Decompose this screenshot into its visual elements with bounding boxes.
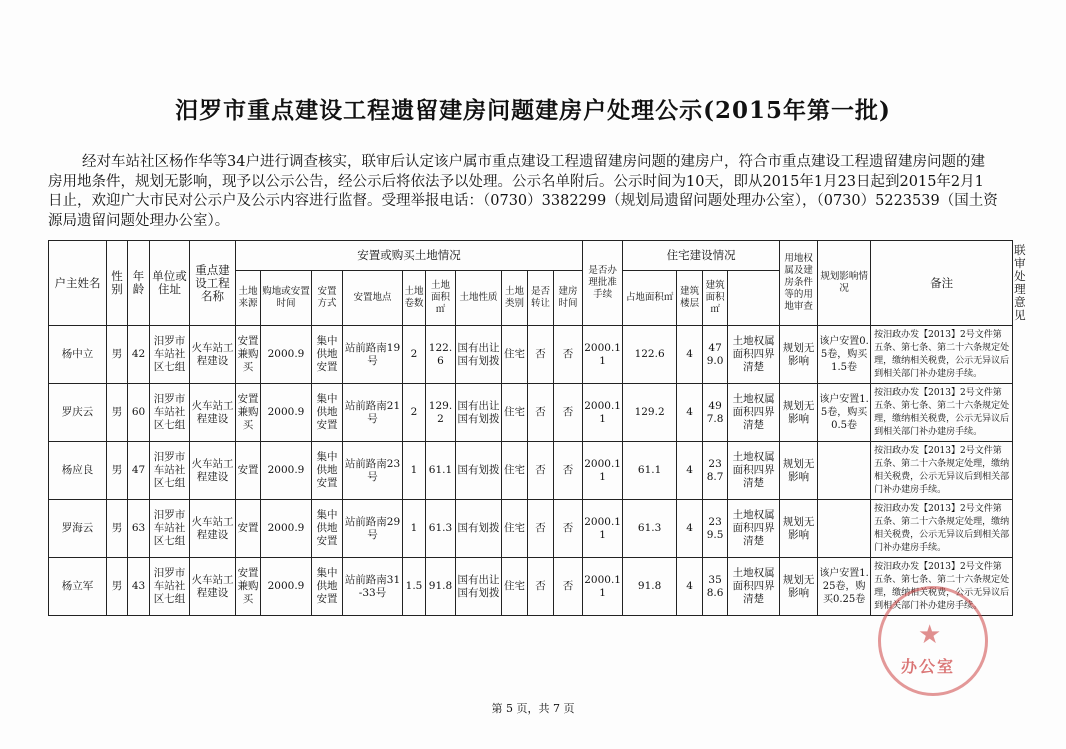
cell-planning: 规划无影响 [780,384,818,442]
cell-gender: 男 [107,326,128,384]
cell-unit: 汨罗市车站社区七组 [150,384,190,442]
cell-resettle-place: 站前路南29号 [343,500,403,558]
header-resettle-method: 安置方式 [312,271,343,326]
cell-gender: 男 [107,500,128,558]
cell-unit: 汨罗市车站社区七组 [150,558,190,616]
cell-land-nature: 国有划拨 [456,500,502,558]
cell-name: 罗庆云 [49,384,107,442]
cell-approval: 否 [554,500,583,558]
header-land-source: 土地来源 [236,271,261,326]
cell-age: 43 [128,558,150,616]
cell-planning: 规划无影响 [780,326,818,384]
cell-gender: 男 [107,384,128,442]
cell-build-area: 358.6 [703,558,728,616]
cell-age: 60 [128,384,150,442]
cell-land-type: 住宅 [502,326,528,384]
cell-land-source: 安置 [236,500,261,558]
cell-land-type: 住宅 [502,442,528,500]
cell-planning: 规划无影响 [780,442,818,500]
table-body [49,326,1013,616]
cell-gender: 男 [107,558,128,616]
cell-resettle-method: 集中供地安置 [312,384,343,442]
cell-buy-time: 2000.9 [261,500,312,558]
header-project: 重点建设工程名称 [190,241,236,326]
cell-floors: 4 [677,384,703,442]
header-gender: 性别 [107,241,128,326]
cell-project: 火车站工程建设 [190,500,236,558]
cell-land-area: 61.3 [426,500,456,558]
cell-transfer: 否 [528,442,554,500]
cell-opinion: 按汨政办发【2013】2号文件第五条、第七条、第二十六条规定处理，缴纳相关税费，公示无异议后到相关部门补办建房手续。 [871,384,1013,442]
table-row [49,442,1013,500]
header-land-type: 土地类别 [502,271,528,326]
cell-buy-time: 2000.9 [261,384,312,442]
cell-planning: 规划无影响 [780,500,818,558]
cell-remark: 该户安置1.25卷，购买0.25卷 [818,558,871,616]
cell-planning: 规划无影响 [780,558,818,616]
cell-opinion: 按汨政办发【2013】2号文件第五条、第二十六条规定处理，缴纳相关税费，公示无异议后到相关部门补办建房手续。 [871,500,1013,558]
cell-project: 火车站工程建设 [190,384,236,442]
cell-land-type: 住宅 [502,500,528,558]
cell-land-source: 安置兼购买 [236,558,261,616]
cell-unit: 汨罗市车站社区七组 [150,326,190,384]
cell-build-area: 497.8 [703,384,728,442]
cell-footprint: 91.8 [623,558,677,616]
header-build-time: 建房时间 [554,271,583,326]
header-approval: 是否办理批准手续 [583,241,623,326]
header-land-count: 土地卷数 [403,271,426,326]
cell-land-review: 土地权属面积四界清楚 [728,558,780,616]
intro-paragraph [48,153,998,231]
header-land-nature: 土地性质 [456,271,502,326]
seal-text: 办公室 [901,657,956,676]
header-planning: 规划影响情况 [818,241,871,326]
cell-build-time: 2000.11 [583,500,623,558]
cell-floors: 4 [677,326,703,384]
cell-buy-time: 2000.9 [261,558,312,616]
page-footer: 第 5 页，共 7 页 [491,702,575,715]
cell-age: 42 [128,326,150,384]
header-land-review: 用地权属及建房条件等的用地审查 [780,241,818,326]
header-transfer: 是否转让 [528,271,554,326]
cell-build-area: 479.0 [703,326,728,384]
household-table: 户主姓名 性别 年龄 单位或住址 重点建设工程名称 安置或购买土地情况 是否办理批准手续 住宅建设情况 用地权属及建房条件等的用地审查 规划影响情况 备注 联审处理意见 土地来源 购地或安置时间 安置方式 安置地点 土地卷数 土地面积㎡ 土地性质 土地类别 是否转让 建房时间 占地面积㎡ 建筑楼层 建筑面积㎡ 杨中立 男 42 汨罗市车站社区七组 火车站工程建设 安置兼购买 2000.9 集中供地安置 站前路南19号 2 122.6 国有出让国有划拨 住宅 否 否 2000.11 122.6 4 479.0 土地权属面积四界清楚 规划无影响 该户安置0.5卷，购买1.5卷 按汨政办发【2013】2号文件第五条、第七条、第二十六条规定处理，缴纳相关税费，公示无异议后到相关部门补办建房手续。 罗庆云 男 60 汨罗市车站社区七组 火车站工程建设 安置兼购买 2000.9 集中供地安置 站前路南21号 2 129.2 国有出让国有划拨 住宅 否 否 2000.11 129.2 4 497.8 土地权属面积四界清楚 规划无影响 该户安置1.5卷，购买0.5卷 按汨政办发【2013】2号文件第五条、第七条、第二十六条规定处理，缴纳相关税费，公示无异议后到相关部门补办建房手续。 杨应良 男 47 汨罗市车站社区七组 火车站工程建设 安置 2000.9 集中供地安置 站前路南23号 1 61.1 国有划拨 住宅 否 否 2000.11 61.1 4 238.7 土地权属面积四界清楚 规划无影响 按汨政办发【2013】2号文件第五条、第二十六条规定处理，缴纳相关税费，公示无异议后到相关部门补办建房手续。 罗海云 男 63 汨罗市车站社区七组 火车站工程建设 安置 2000.9 集中供地安置 站前路南29号 1 61.3 国有划拨 住宅 否 否 2000.11 61.3 4 239.5 土地权属面积四界清楚 规划无影响 按汨政办发【2013】2号文件第五条、第二十六条规定处理，缴纳相关税费，公示无异议后到相关部门补办建房手续。 杨立军 男 43 汨罗市车站社区七组 火车站工程建设 安置兼购买 2000.9 集中供地安置 站前路南31-33号 1.5 91.8 国有出让国有划拨 住宅 否 否 2000.11 91.8 4 358.6 土地权属面积四界清楚 规划无影响 该户安置1.25卷，购买0.25卷 按汨政办发【2013】2号文件第五条、第七条、第二十六条规定处理，缴纳相关税费，公示无异议后到相关部门补办建房手续。 [48,240,1013,616]
cell-name: 杨中立 [49,326,107,384]
cell-name: 罗海云 [49,500,107,558]
cell-floors: 4 [677,500,703,558]
header-name: 户主姓名 [49,241,107,326]
cell-land-count: 2 [403,326,426,384]
cell-resettle-place: 站前路南31-33号 [343,558,403,616]
cell-remark: 该户安置1.5卷，购买0.5卷 [818,384,871,442]
cell-build-area: 239.5 [703,500,728,558]
cell-build-time: 2000.11 [583,558,623,616]
cell-remark [818,500,871,558]
cell-name: 杨应良 [49,442,107,500]
cell-resettle-place: 站前路南23号 [343,442,403,500]
table-row [49,326,1013,384]
header-buy-time: 购地或安置时间 [261,271,312,326]
cell-name: 杨立军 [49,558,107,616]
cell-approval: 否 [554,384,583,442]
cell-land-count: 1.5 [403,558,426,616]
cell-land-count: 2 [403,384,426,442]
cell-footprint: 61.1 [623,442,677,500]
cell-build-time: 2000.11 [583,384,623,442]
header-resettle-place: 安置地点 [343,271,403,326]
cell-floors: 4 [677,442,703,500]
cell-land-nature: 国有划拨 [456,442,502,500]
cell-build-area: 238.7 [703,442,728,500]
cell-opinion: 按汨政办发【2013】2号文件第五条、第七条、第二十六条规定处理，缴纳相关税费，公示无异议后到相关部门补办建房手续。 [871,558,1013,616]
cell-opinion: 按汨政办发【2013】2号文件第五条、第七条、第二十六条规定处理，缴纳相关税费，公示无异议后到相关部门补办建房手续。 [871,326,1013,384]
header-footprint: 占地面积㎡ [623,271,677,326]
cell-footprint: 129.2 [623,384,677,442]
cell-land-count: 1 [403,442,426,500]
seal-star-icon: ★ [918,620,942,650]
cell-transfer: 否 [528,384,554,442]
header-remark: 备注 [871,241,1013,326]
cell-land-area: 122.6 [426,326,456,384]
cell-land-source: 安置兼购买 [236,326,261,384]
cell-resettle-method: 集中供地安置 [312,558,343,616]
cell-land-area: 61.1 [426,442,456,500]
cell-resettle-method: 集中供地安置 [312,442,343,500]
cell-land-nature: 国有出让国有划拨 [456,558,502,616]
cell-land-type: 住宅 [502,558,528,616]
cell-build-time: 2000.11 [583,442,623,500]
header-land-group: 安置或购买土地情况 [236,241,583,271]
cell-unit: 汨罗市车站社区七组 [150,442,190,500]
cell-opinion: 按汨政办发【2013】2号文件第五条、第二十六条规定处理，缴纳相关税费，公示无异议后到相关部门补办建房手续。 [871,442,1013,500]
header-floors: 建筑楼层 [677,271,703,326]
cell-approval: 否 [554,442,583,500]
cell-gender: 男 [107,442,128,500]
cell-remark: 该户安置0.5卷，购买1.5卷 [818,326,871,384]
cell-land-review: 土地权属面积四界清楚 [728,500,780,558]
header-age: 年龄 [128,241,150,326]
intro-text: 经对车站社区杨作华等34户进行调查核实，联审后认定该户属市重点建设工程遗留建房问题的建房户，符合市重点建设工程遗留建房问题的建房用地条件，规划无影响，现予以公示公告，经公示后将依法予以处理。公示名单附后。公示时间为10天，即从2015年1月23日起到2015年2月1日止，欢迎广大市民对公示户及公示内容进行监督。受理举报电话：（0730）3382299（规划局遗留问题处理办公室），（0730）5223539（国土资源局遗留问题处理办公室）。 [48,154,998,229]
cell-resettle-place: 站前路南19号 [343,326,403,384]
cell-buy-time: 2000.9 [261,442,312,500]
cell-resettle-place: 站前路南21号 [343,384,403,442]
cell-footprint: 122.6 [623,326,677,384]
table-row [49,500,1013,558]
cell-land-count: 1 [403,500,426,558]
cell-transfer: 否 [528,326,554,384]
cell-age: 63 [128,500,150,558]
header-land-area: 土地面积㎡ [426,271,456,326]
cell-age: 47 [128,442,150,500]
header-house-group: 住宅建设情况 [623,241,780,271]
cell-remark [818,442,871,500]
cell-approval: 否 [554,558,583,616]
cell-footprint: 61.3 [623,500,677,558]
cell-project: 火车站工程建设 [190,326,236,384]
cell-land-type: 住宅 [502,384,528,442]
cell-land-nature: 国有出让国有划拨 [456,326,502,384]
cell-project: 火车站工程建设 [190,442,236,500]
document-title: 汨罗市重点建设工程遗留建房问题建房户处理公示(2015年第一批) [175,97,891,124]
cell-land-area: 91.8 [426,558,456,616]
table-row [49,384,1013,442]
cell-land-review: 土地权属面积四界清楚 [728,442,780,500]
cell-approval: 否 [554,326,583,384]
cell-buy-time: 2000.9 [261,326,312,384]
cell-build-time: 2000.11 [583,326,623,384]
cell-resettle-method: 集中供地安置 [312,500,343,558]
cell-land-nature: 国有出让国有划拨 [456,384,502,442]
cell-transfer: 否 [528,500,554,558]
cell-project: 火车站工程建设 [190,558,236,616]
cell-land-area: 129.2 [426,384,456,442]
table-row [49,558,1013,616]
header-build-area: 建筑面积㎡ [703,271,728,326]
cell-land-source: 安置 [236,442,261,500]
cell-resettle-method: 集中供地安置 [312,326,343,384]
header-unit: 单位或住址 [150,241,190,326]
cell-unit: 汨罗市车站社区七组 [150,500,190,558]
cell-transfer: 否 [528,558,554,616]
cell-land-review: 土地权属面积四界清楚 [728,384,780,442]
cell-floors: 4 [677,558,703,616]
cell-land-review: 土地权属面积四界清楚 [728,326,780,384]
cell-land-source: 安置兼购买 [236,384,261,442]
